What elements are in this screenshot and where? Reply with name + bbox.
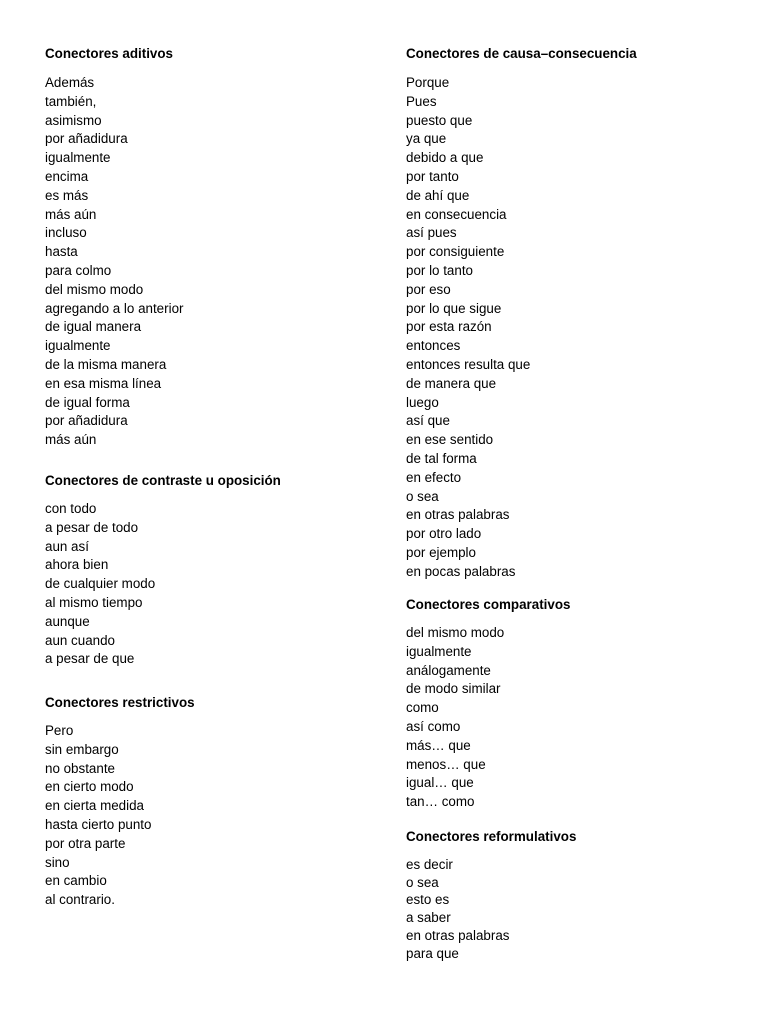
connector-item: hasta xyxy=(45,244,78,260)
connector-item: es decir xyxy=(406,857,453,872)
connector-item: así pues xyxy=(406,225,457,241)
connector-item: aunque xyxy=(45,613,90,629)
connector-item: con todo xyxy=(45,501,97,516)
connector-item: encima xyxy=(45,168,89,184)
section-title: Conectores reformulativos xyxy=(406,829,577,844)
connector-item: del mismo modo xyxy=(406,625,505,640)
connector-item: es más xyxy=(45,187,89,203)
connector-item: en otras palabras xyxy=(406,927,510,943)
connector-item: por lo tanto xyxy=(406,262,473,278)
connector-item: esto es xyxy=(406,892,450,908)
connector-item: tan… como xyxy=(406,794,475,810)
connector-item: agregando a lo anterior xyxy=(45,300,184,316)
connector-item: de ahí que xyxy=(406,187,470,203)
section-conectores-reformulativos xyxy=(406,829,576,962)
connector-item: puesto que xyxy=(406,112,473,128)
connector-list xyxy=(45,722,195,910)
connector-item: así que xyxy=(406,413,450,429)
connector-item: Pues xyxy=(406,93,437,109)
connector-item: como xyxy=(406,700,439,716)
connector-item: en cierto modo xyxy=(45,779,134,795)
connector-item: Además xyxy=(45,75,95,90)
connector-item: al mismo tiempo xyxy=(45,594,143,610)
connector-item: menos… que xyxy=(406,756,486,772)
section-title: Conectores comparativos xyxy=(406,597,571,612)
section-title: Conectores de contraste u oposición xyxy=(45,473,281,488)
connector-item: debido a que xyxy=(406,150,484,166)
connector-item: aun cuando xyxy=(45,632,115,648)
connector-item: a saber xyxy=(406,910,451,926)
connector-list xyxy=(406,856,576,962)
connector-item: también, xyxy=(45,93,97,109)
connector-item: igual… que xyxy=(406,775,474,791)
connector-list xyxy=(406,624,570,812)
connector-item: por otra parte xyxy=(45,835,126,851)
connector-item: en pocas palabras xyxy=(406,563,516,579)
connector-item: para colmo xyxy=(45,262,112,278)
connector-item: sino xyxy=(45,854,70,870)
connector-item: por añadidura xyxy=(45,131,128,147)
connector-list xyxy=(406,74,637,582)
connector-item: a pesar de que xyxy=(45,651,135,667)
connector-item: análogamente xyxy=(406,662,491,678)
connector-item: incluso xyxy=(45,225,87,241)
connector-item: en cambio xyxy=(45,873,107,889)
connector-item: aun así xyxy=(45,538,89,554)
connector-list xyxy=(45,74,183,450)
connector-item: de modo similar xyxy=(406,681,501,697)
connector-item: más aún xyxy=(45,206,97,222)
section-conectores-causa-consecuencia xyxy=(406,46,637,582)
connector-item: por eso xyxy=(406,281,451,297)
connector-item: entonces xyxy=(406,338,461,354)
connector-item: de igual manera xyxy=(45,319,142,335)
connector-item: Porque xyxy=(406,75,450,90)
connector-item: en cierta medida xyxy=(45,798,144,814)
connector-item: por tanto xyxy=(406,168,459,184)
connector-item: ahora bien xyxy=(45,557,109,573)
connector-item: en consecuencia xyxy=(406,206,507,222)
connector-item: de igual forma xyxy=(45,394,130,410)
connector-item: asimismo xyxy=(45,112,102,128)
connector-item: igualmente xyxy=(406,643,472,659)
connector-item: a pesar de todo xyxy=(45,519,139,535)
connector-item: igualmente xyxy=(45,338,111,354)
connector-item: en esa misma línea xyxy=(45,375,162,391)
section-title: Conectores restrictivos xyxy=(45,695,195,710)
connector-item: luego xyxy=(406,394,439,410)
connector-item: por añadidura xyxy=(45,413,128,429)
connector-item: al contrario. xyxy=(45,892,115,908)
connector-item: igualmente xyxy=(45,150,111,166)
connector-item: de tal forma xyxy=(406,450,477,466)
connector-item: por otro lado xyxy=(406,526,482,542)
section-conectores-restrictivos xyxy=(45,695,195,910)
connector-item: de manera que xyxy=(406,375,497,391)
section-title: Conectores de causa–consecuencia xyxy=(406,46,637,61)
connector-item: por ejemplo xyxy=(406,544,476,560)
connector-item: de la misma manera xyxy=(45,356,167,372)
connector-item: del mismo modo xyxy=(45,281,144,297)
connector-item: ya que xyxy=(406,131,447,147)
connector-item: por esta razón xyxy=(406,319,492,335)
connector-item: en efecto xyxy=(406,469,462,485)
section-title: Conectores aditivos xyxy=(45,46,173,61)
connector-list xyxy=(45,500,281,669)
connector-item: entonces resulta que xyxy=(406,356,531,372)
connector-item: por lo que sigue xyxy=(406,300,502,316)
connector-item: de cualquier modo xyxy=(45,576,156,592)
connector-item: hasta cierto punto xyxy=(45,816,152,832)
connector-item: sin embargo xyxy=(45,741,119,757)
section-conectores-comparativos xyxy=(406,597,570,812)
connector-item: no obstante xyxy=(45,760,115,776)
connector-item: por consiguiente xyxy=(406,244,505,260)
connector-item: más aún xyxy=(45,432,97,448)
connector-item: así como xyxy=(406,718,461,734)
connector-item: o sea xyxy=(406,488,439,504)
connector-item: para que xyxy=(406,945,459,961)
connector-item: más… que xyxy=(406,737,471,753)
connector-item: en ese sentido xyxy=(406,432,494,448)
connector-item: o sea xyxy=(406,874,439,890)
connector-item: en otras palabras xyxy=(406,507,510,523)
connector-item: Pero xyxy=(45,723,74,738)
section-conectores-aditivos xyxy=(45,46,183,450)
section-conectores-contraste xyxy=(45,473,281,669)
